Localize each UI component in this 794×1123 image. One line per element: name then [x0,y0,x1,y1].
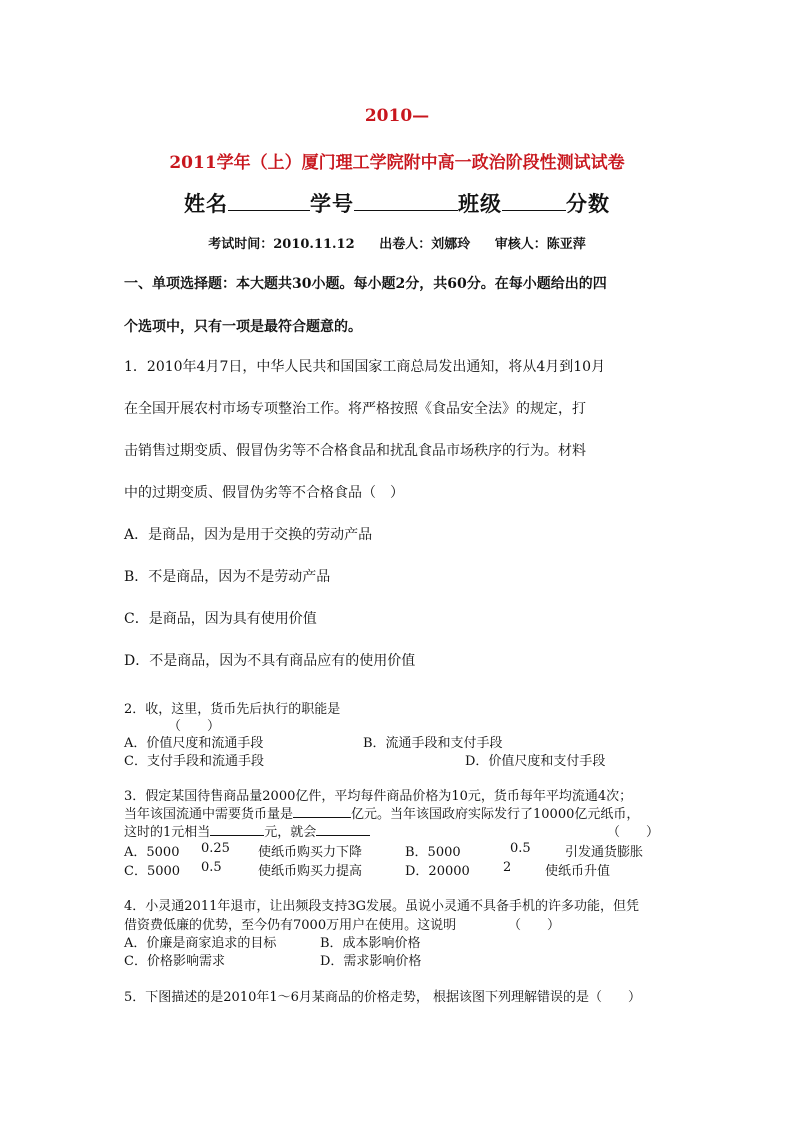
q3-option-d[interactable]: D．20000 [405,864,470,879]
section1-heading-line1: 一、单项选择题：本大题共30小题。每小题2分，共60分。在每小题给出的四 [124,276,607,292]
q4-stem-line2: 借资费低廉的优势，至今仍有7000万用户在使用。这说明 [124,918,457,933]
q2-option-a[interactable]: A．价值尺度和流通手段 [124,736,264,751]
q2-option-b[interactable]: B．流通手段和支付手段 [363,736,503,751]
exam-setter: 出卷人：刘娜玲 [379,237,471,252]
q3-line3-start: 这时的1元相当 [124,825,211,840]
q2-option-c[interactable]: C．支付手段和流通手段 [124,754,264,769]
score-label: 分数 [566,191,610,216]
q4-option-d[interactable]: D．需求影响价格 [320,954,422,969]
q2-answer-paren[interactable]: （ ） [168,719,221,734]
q3-value-blank[interactable] [210,823,264,836]
section1-heading-line2: 个选项中，只有一项是最符合题意的。 [124,319,362,335]
q1-option-d[interactable]: D．不是商品，因为不具有商品应有的使用价值 [124,653,416,669]
exam-meta-line [0,233,794,252]
exam-reviewer: 审核人：陈亚萍 [494,237,586,252]
q2-option-d[interactable]: D．价值尺度和支付手段 [465,754,606,769]
q3-line2-start: 当年该国流通中需要货币量是 [124,807,294,822]
q3-stem-line2 [124,803,639,822]
q3-effect-blank[interactable] [316,823,370,836]
q3-stem-line3 [124,821,370,840]
q3-stem-line1: 3．假定某国待售商品量2000亿件，平均每件商品价格为10元，货币每年平均流通4次； [124,789,633,804]
q1-stem-line2: 在全国开展农村市场专项整治工作。将严格按照《食品安全法》的规定，打 [124,401,586,417]
q4-option-a[interactable]: A．价廉是商家追求的目标 [124,936,277,951]
q3-c-money: C．5000 [124,864,181,879]
q3-a-money: A．5000 [124,845,180,860]
q1-stem-line3: 击销售过期变质、假冒伪劣等不合格食品和扰乱食品市场秩序的行为。材料 [124,443,586,459]
id-blank[interactable] [354,192,458,211]
name-label: 姓名 [184,191,228,216]
q3-a-effect: 使纸币购买力下降 [258,845,363,860]
q4-option-b[interactable]: B．成本影响价格 [320,936,421,951]
q3-option-a[interactable] [124,841,179,860]
student-info-line [0,188,794,218]
q3-option-c[interactable] [124,860,180,879]
q1-option-b[interactable]: B．不是商品，因为不是劳动产品 [124,569,331,585]
class-label: 班级 [458,191,502,216]
q1-option-a[interactable]: A．是商品，因为是用于交换的劳动产品 [124,527,373,543]
name-blank[interactable] [228,192,310,211]
q3-option-b[interactable]: B．5000 [405,845,461,860]
exam-title-line1: 2010— [364,106,430,126]
q1-stem-line1: 1．2010年4月7日，中华人民共和国国家工商总局发出通知，将从4月到10月 [124,359,606,375]
q3-b-value: 0.5 [510,841,531,856]
q3-c-value: 0.5 [201,860,222,875]
q2-stem: 2．收，这里，货币先后执行的职能是 [124,702,341,717]
q4-stem-line1: 4．小灵通2011年退市，让出频段支持3G发展。虽说小灵通不具备手机的许多功能，但凭 [124,899,640,914]
q3-c-effect: 使纸币购买力提高 [258,864,363,879]
exam-title-line2: 2011学年（上）厦门理工学院附中高一政治阶段性测试试卷 [169,153,625,173]
q3-line2-end: 亿元。当年该国政府实际发行了10000亿元纸币， [351,807,640,822]
id-label: 学号 [310,191,354,216]
q4-option-c[interactable]: C．价格影响需求 [124,954,225,969]
q3-answer-paren[interactable]: （ ） [607,825,660,840]
exam-time: 考试时间：2010.11.12 [208,237,355,252]
q3-b-effect: 引发通货膨胀 [565,845,644,860]
q3-d-effect: 使纸币升值 [545,864,611,879]
q5-stem: 5．下图描述的是2010年1～6月某商品的价格走势， 根据该图下列理解错误的是（ ） [124,990,642,1005]
q4-answer-paren[interactable]: （ ） [508,918,561,933]
q3-line3-mid: 元，就会 [264,825,317,840]
q3-a-value: 0.25 [201,841,230,856]
q1-stem-line4: 中的过期变质、假冒伪劣等不合格食品（ ） [124,485,404,501]
class-blank[interactable] [502,192,566,211]
q3-money-blank[interactable] [293,805,351,818]
q1-option-c[interactable]: C．是商品，因为具有使用价值 [124,611,317,627]
q3-d-value: 2 [503,860,512,875]
